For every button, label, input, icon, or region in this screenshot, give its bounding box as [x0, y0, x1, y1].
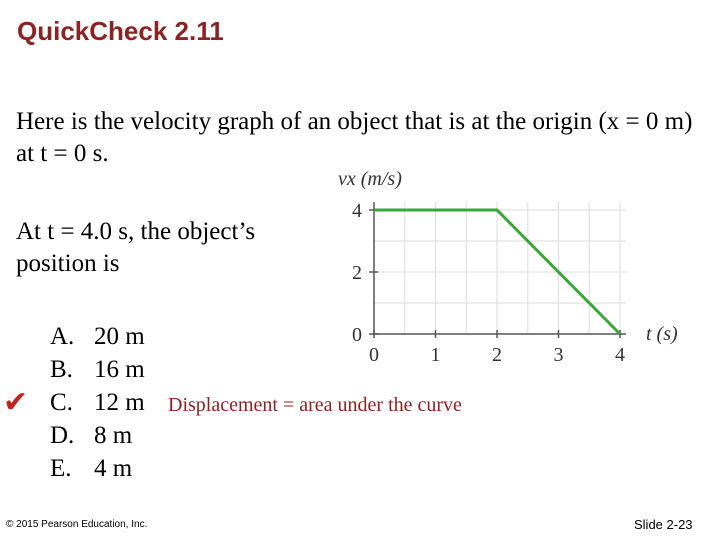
x-tick-label: 4 [615, 344, 625, 366]
y-tick-label: 2 [352, 262, 362, 284]
x-tick-label: 1 [430, 344, 441, 366]
choice-text: 4 m [94, 455, 133, 482]
y-tick-label: 0 [352, 324, 362, 346]
velocity-graph [330, 165, 690, 375]
choice-e[interactable] [50, 452, 145, 485]
x-tick-label: 3 [553, 344, 564, 366]
question-prompt: At t = 4.0 s, the object’s position is [16, 218, 256, 277]
explanation-text: Displacement = area under the curve [168, 394, 462, 416]
choice-text: 12 m [94, 389, 145, 416]
choice-letter: B. [50, 356, 73, 383]
choice-letter: C. [50, 389, 73, 416]
choice-letter: A. [50, 323, 75, 350]
slide-number: Slide 2-23 [634, 517, 693, 532]
choice-letter: E. [50, 455, 72, 482]
choice-b[interactable] [50, 353, 145, 386]
x-tick-label: 2 [492, 344, 502, 366]
y-axis-label: vx (m/s) [338, 168, 402, 190]
x-tick-label: 0 [369, 344, 379, 366]
ticks [352, 200, 625, 366]
choice-a[interactable] [50, 320, 145, 353]
checkmark-icon: ✔ [3, 385, 29, 420]
choice-text: 20 m [94, 323, 145, 350]
copyright: © 2015 Pearson Education, Inc. [6, 519, 148, 530]
choice-d[interactable] [50, 419, 145, 452]
grid [374, 202, 626, 334]
x-axis-label: t (s) [646, 323, 678, 345]
choice-c[interactable] [50, 386, 145, 419]
choice-text: 8 m [94, 422, 133, 449]
slide-title: QuickCheck 2.11 [17, 16, 224, 46]
answer-choices [50, 320, 145, 485]
question-text: Here is the velocity graph of an object that is at the origin (x = 0 m) at t = 0 s. [16, 108, 693, 167]
choice-text: 16 m [94, 356, 145, 383]
choice-letter: D. [50, 422, 75, 449]
y-tick-label: 4 [352, 200, 362, 222]
